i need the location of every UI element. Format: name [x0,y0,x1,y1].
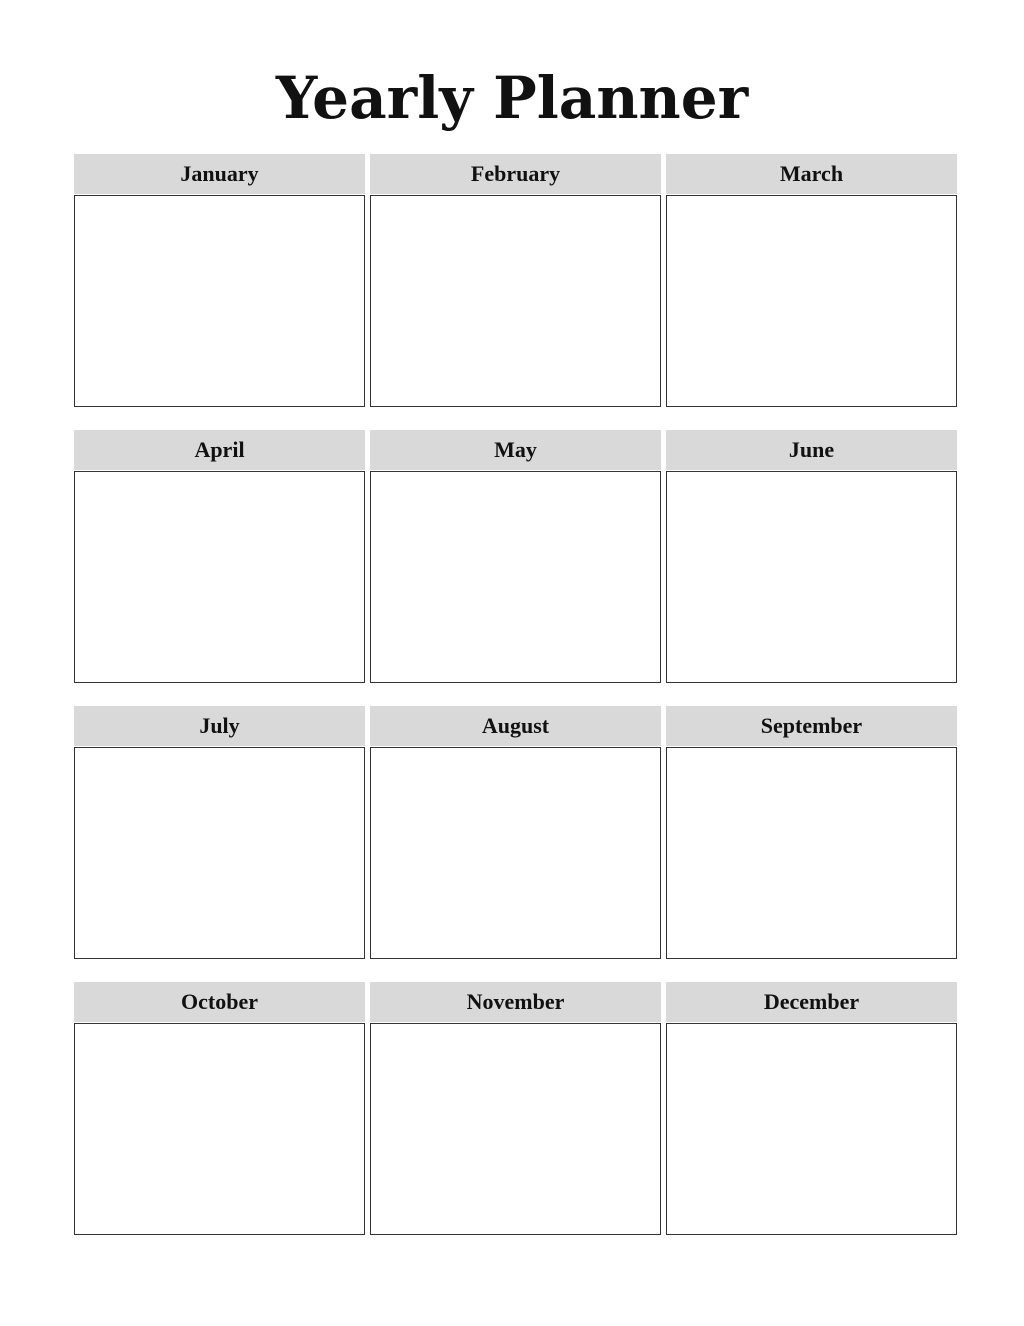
month-header: September [666,706,957,746]
month-november [370,982,661,1235]
month-notes-box[interactable] [666,471,957,683]
month-grid [74,154,957,1235]
month-notes-box[interactable] [370,471,661,683]
month-notes-box[interactable] [74,471,365,683]
month-april [74,430,365,683]
month-notes-box[interactable] [74,747,365,959]
month-header: December [666,982,957,1022]
month-august [370,706,661,959]
month-notes-box[interactable] [666,1023,957,1235]
month-notes-box[interactable] [370,747,661,959]
month-header: May [370,430,661,470]
month-header: October [74,982,365,1022]
month-notes-box[interactable] [370,1023,661,1235]
month-september [666,706,957,959]
month-header: July [74,706,365,746]
month-notes-box[interactable] [74,195,365,407]
month-july [74,706,365,959]
month-notes-box[interactable] [74,1023,365,1235]
month-header: March [666,154,957,194]
month-header: January [74,154,365,194]
page-title: Yearly Planner [275,64,749,132]
month-header: February [370,154,661,194]
month-notes-box[interactable] [370,195,661,407]
month-may [370,430,661,683]
month-june [666,430,957,683]
month-header: June [666,430,957,470]
month-notes-box[interactable] [666,195,957,407]
month-header: August [370,706,661,746]
month-january [74,154,365,407]
month-notes-box[interactable] [666,747,957,959]
month-october [74,982,365,1235]
month-december [666,982,957,1235]
month-february [370,154,661,407]
month-header: November [370,982,661,1022]
month-header: April [74,430,365,470]
month-march [666,154,957,407]
